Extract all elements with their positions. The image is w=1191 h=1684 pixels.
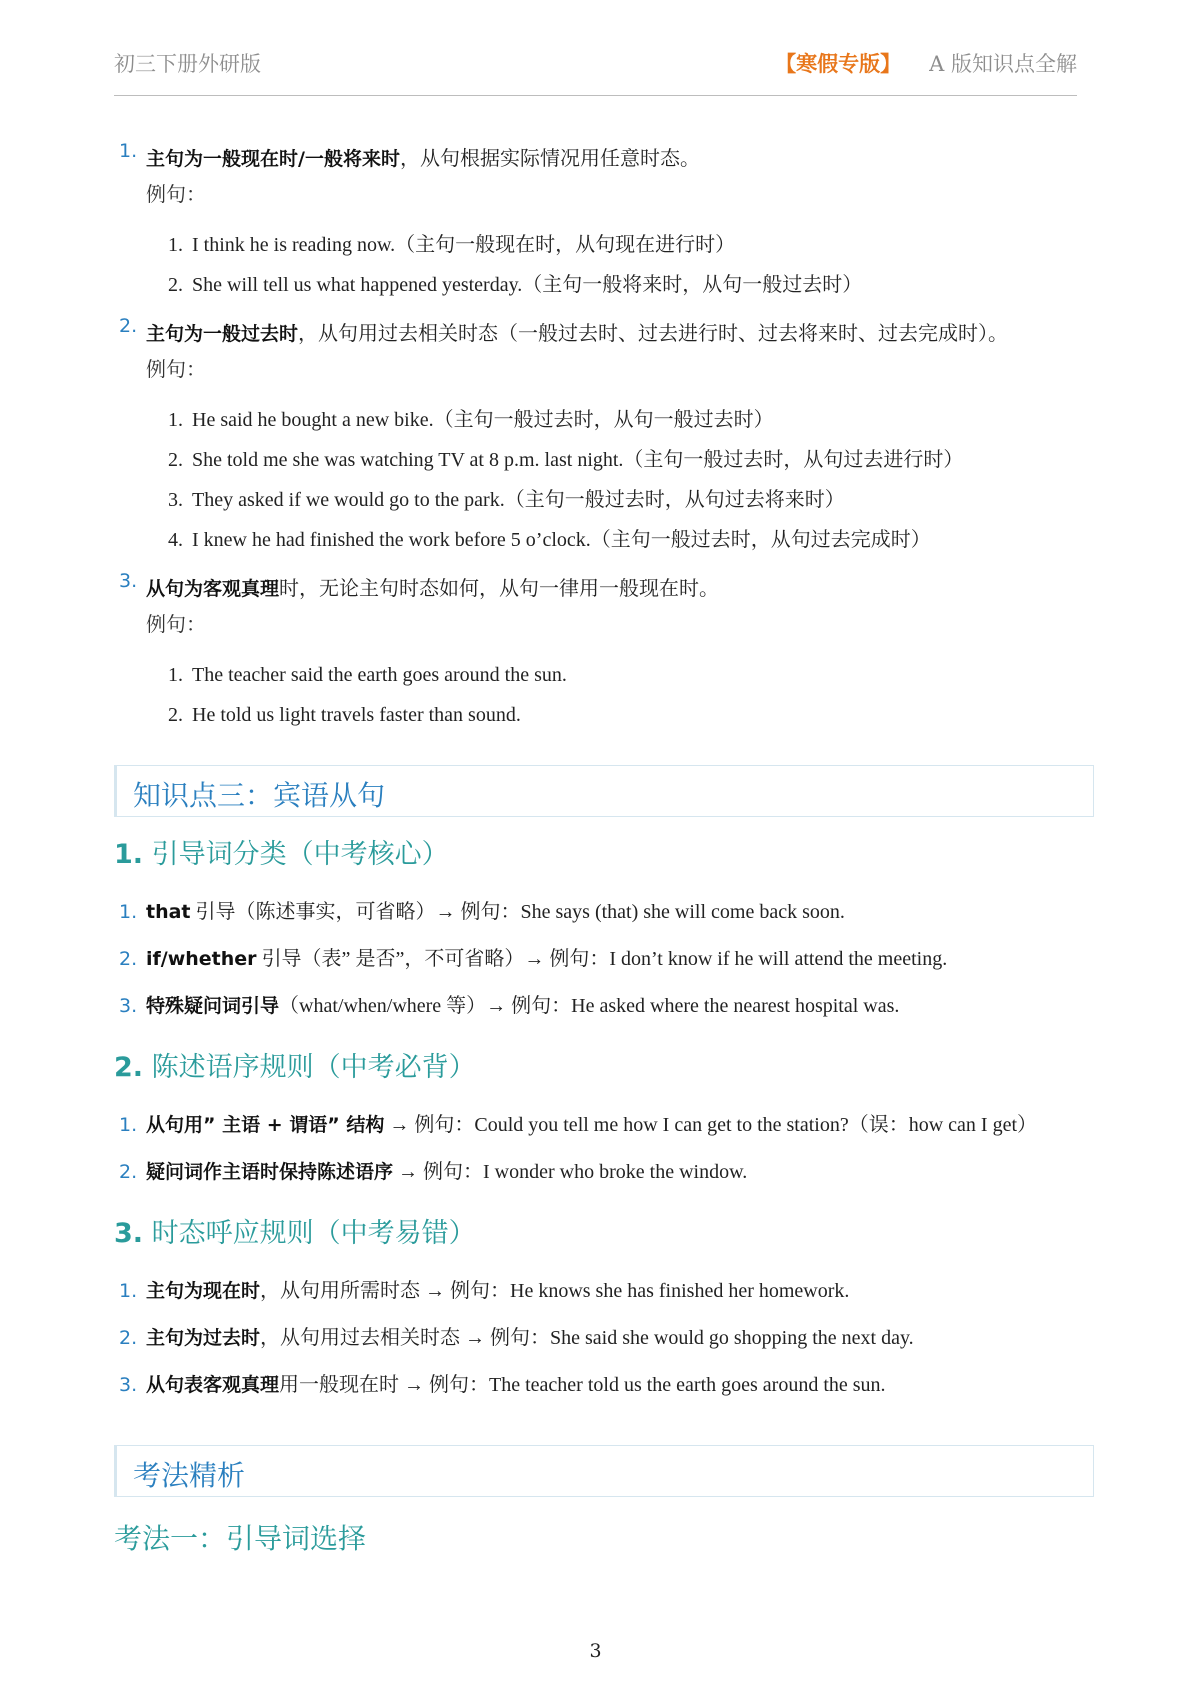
example-label: 例句：: [146, 357, 206, 381]
example-label: 例句：: [146, 182, 206, 206]
example-number: 2.: [168, 704, 183, 726]
example-item: [146, 695, 1094, 735]
example-number: 1.: [168, 234, 183, 256]
example-text: She will tell us what happened yesterday.（主句一般将来时，从句一般过去时）: [192, 274, 863, 296]
rule-text: ，从句用过去相关时态 → 例句：She said she would go shopping the next day.: [260, 1327, 914, 1349]
rule-text: 用一般现在时 → 例句：The teacher told us the earth goes around the sun.: [279, 1374, 886, 1396]
list-number: 1.: [119, 901, 138, 923]
example-number: 1.: [168, 664, 183, 686]
page-number: 3: [589, 1640, 602, 1662]
example-text: I knew he had finished the work before 5 o’clock.（主句一般过去时，从句过去完成时）: [192, 529, 931, 551]
list-item: [114, 983, 1094, 1030]
list-number: 1.: [119, 1280, 138, 1302]
rule-text: → 例句：I wonder who broke the window.: [393, 1161, 748, 1183]
rule-text: ，从句根据实际情况用任意时态。: [399, 146, 700, 170]
rule-bold: 主句为过去时: [146, 1327, 261, 1349]
rule-text: ，从句用所需时态 → 例句：He knows she has finished her homework.: [260, 1280, 850, 1302]
list-number: 3.: [119, 570, 138, 592]
rule-text: 引导（表” 是否”，不可省略）→ 例句：I don’t know if he will attend the meeting.: [256, 948, 948, 970]
example-item: [146, 655, 1094, 695]
rule-bold: 从句用” 主语 + 谓语” 结构: [146, 1114, 385, 1136]
header-book-title: 初三下册外研版: [114, 52, 261, 76]
kaofa-title-box: [114, 1445, 1094, 1497]
rule-bold: 从句为客观真理: [146, 578, 280, 600]
list-number: 2.: [119, 315, 138, 337]
group-heading: [114, 1048, 1094, 1088]
list-item: [114, 315, 1094, 560]
list-item: [114, 1268, 1094, 1315]
list-number: 2.: [119, 948, 138, 970]
section-title-box: [114, 765, 1094, 817]
rule-list: [114, 1102, 1094, 1196]
section-title: 知识点三：宾语从句: [133, 779, 386, 812]
group-title: 时态呼应规则（中考易错）: [151, 1218, 476, 1249]
rule-bold: that: [146, 901, 191, 923]
example-number: 3.: [168, 489, 183, 511]
list-item: [114, 1149, 1094, 1196]
example-item: [146, 225, 1094, 265]
header-right: [775, 48, 1077, 78]
example-item: [146, 265, 1094, 305]
group-number: 3.: [114, 1218, 144, 1249]
example-item: [146, 520, 1094, 560]
example-label: 例句：: [146, 612, 206, 636]
example-list: [146, 400, 1094, 560]
rule-text: → 例句：Could you tell me how I can get to the station?（误：how can I get）: [384, 1114, 1038, 1136]
rule-bold: 主句为一般现在时/一般将来时: [146, 148, 400, 170]
list-number: 1.: [119, 140, 138, 162]
list-item: [114, 1102, 1094, 1149]
page-header: [114, 40, 1077, 96]
example-list: [146, 225, 1094, 305]
rule-text: ，从句用过去相关时态（一般过去时、过去进行时、过去将来时、过去完成时）。: [298, 321, 1009, 345]
rule-bold: 特殊疑问词引导: [146, 995, 280, 1017]
example-item: [146, 400, 1094, 440]
example-number: 1.: [168, 409, 183, 431]
example-item: [146, 440, 1094, 480]
example-number: 2.: [168, 449, 183, 471]
rule-list: [114, 889, 1094, 1030]
group-heading: [114, 835, 1094, 875]
rule-bold: 疑问词作主语时保持陈述语序: [146, 1161, 394, 1183]
list-item: [114, 936, 1094, 983]
rule-bold: if/whether: [146, 948, 257, 970]
example-text: He said he bought a new bike.（主句一般过去时，从句一般过去时）: [192, 409, 774, 431]
example-number: 4.: [168, 529, 183, 551]
header-edition: 【寒假专版】: [775, 51, 902, 76]
group-title: 陈述语序规则（中考必背）: [151, 1052, 476, 1083]
example-text: She told me she was watching TV at 8 p.m. last night.（主句一般过去时，从句过去进行时）: [192, 449, 964, 471]
rule-bold: 主句为一般过去时: [146, 323, 299, 345]
list-number: 2.: [119, 1327, 138, 1349]
example-text: They asked if we would go to the park.（主句一般过去时，从句过去将来时）: [192, 489, 845, 511]
example-number: 2.: [168, 274, 183, 296]
list-item: [114, 1362, 1094, 1409]
list-item: [114, 1315, 1094, 1362]
list-item: [114, 889, 1094, 936]
example-text: He told us light travels faster than sound.: [192, 704, 521, 726]
list-item: [114, 570, 1094, 735]
header-subtitle: A 版知识点全解: [929, 52, 1077, 76]
list-item: [114, 140, 1094, 305]
rule-list: [114, 1268, 1094, 1409]
rule-text: 时，无论主句时态如何，从句一律用一般现在时。: [279, 576, 720, 600]
example-text: I think he is reading now.（主句一般现在时，从句现在进行时）: [192, 234, 736, 256]
rule-text: 引导（陈述事实，可省略）→ 例句：She says (that) she will come back soon.: [190, 901, 845, 923]
group-number: 1.: [114, 839, 144, 870]
example-text: The teacher said the earth goes around the sun.: [192, 664, 567, 686]
example-item: [146, 480, 1094, 520]
list-number: 3.: [119, 1374, 138, 1396]
example-list: [146, 655, 1094, 735]
tense-rules-list: [114, 140, 1094, 735]
kaofa-heading: 考法一：引导词选择: [114, 1522, 367, 1555]
list-number: 3.: [119, 995, 138, 1017]
group-number: 2.: [114, 1052, 144, 1083]
group-title: 引导词分类（中考核心）: [151, 839, 449, 870]
list-number: 1.: [119, 1114, 138, 1136]
kaofa-box-title: 考法精析: [133, 1459, 246, 1492]
group-heading: [114, 1214, 1094, 1254]
rule-bold: 主句为现在时: [146, 1280, 261, 1302]
rule-bold: 从句表客观真理: [146, 1374, 280, 1396]
rule-text: （what/when/where 等）→ 例句：He asked where the nearest hospital was.: [279, 995, 900, 1017]
list-number: 2.: [119, 1161, 138, 1183]
page-content: [114, 140, 1094, 1561]
